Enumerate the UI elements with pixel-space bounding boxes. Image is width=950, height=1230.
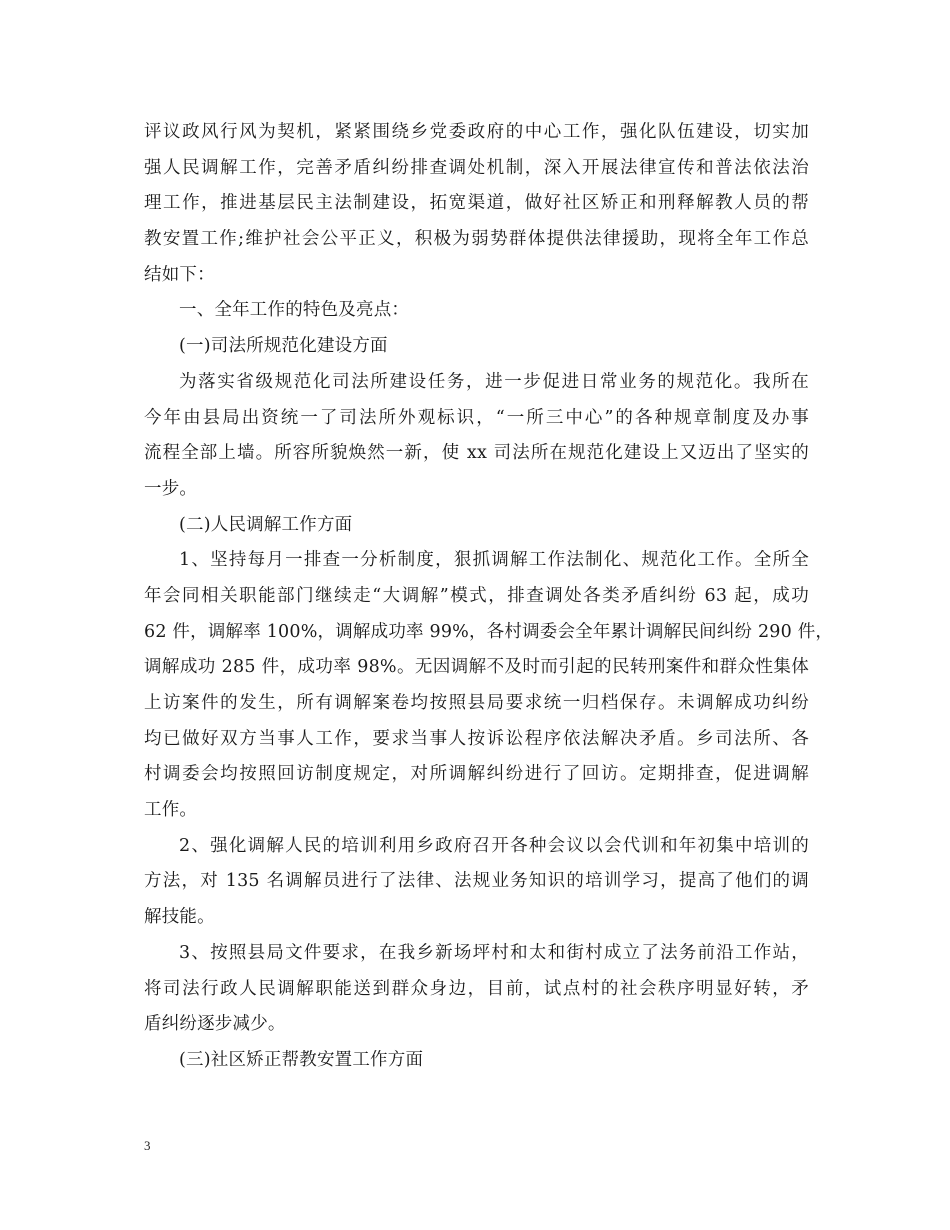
paragraph-line: 将司法行政人民调解职能送到群众身边，目前，试点村的社会秩序明显好转，矛 — [144, 978, 809, 999]
paragraph-line: 一步。 — [144, 478, 198, 499]
paragraph-line: 2、强化调解人民的培训利用乡政府召开各种会议以会代训和年初集中培训的 — [179, 835, 809, 856]
paragraph-line: 流程全部上墙。所容所貌焕然一新，使 xx 司法所在规范化建设上又迈出了坚实的 — [144, 443, 809, 464]
paragraph-line: 上访案件的发生，所有调解案卷均按照县局要求统一归档保存。未调解成功纠纷 — [144, 693, 809, 713]
page-number: 3 — [144, 1138, 151, 1153]
paragraph-line: 调解成功 285 件，成功率 98%。无因调解不及时而引起的民转刑案件和群众性集体 — [144, 657, 809, 678]
paragraph-line: 工作。 — [144, 800, 198, 821]
section-heading: (三)社区矫正帮教安置工作方面 — [179, 1049, 424, 1070]
paragraph-line: 解技能。 — [144, 907, 215, 928]
section-heading: (一)司法所规范化建设方面 — [179, 336, 388, 357]
paragraph-line: 62 件，调解率 100%，调解成功率 99%，各村调委会全年累计调解民间纠纷 290 件， — [144, 621, 834, 642]
paragraph-line: 均已做好双方当事人工作，要求当事人按诉讼程序依法解决矛盾。乡司法所、各 — [144, 728, 809, 749]
section-heading: (二)人民调解工作方面 — [179, 514, 353, 535]
document-body — [144, 115, 834, 1079]
paragraph-line: 教安置工作;维护社会公平正义，积极为弱势群体提供法律援助，现将全年工作总 — [144, 229, 809, 250]
paragraph-line: 强人民调解工作，完善矛盾纠纷排查调处机制，深入开展法律宣传和普法依法治 — [144, 157, 809, 178]
section-heading: 一、全年工作的特色及亮点： — [179, 300, 410, 321]
paragraph-line: 村调委会均按照回访制度规定，对所调解纠纷进行了回访。定期排查，促进调解 — [144, 764, 809, 785]
paragraph-line: 盾纠纷逐步减少。 — [144, 1014, 286, 1035]
paragraph-line: 为落实省级规范化司法所建设任务，进一步促进日常业务的规范化。我所在 — [179, 371, 809, 392]
paragraph-line: 理工作，推进基层民主法制建设，拓宽渠道，做好社区矫正和刑释解教人员的帮 — [144, 193, 809, 214]
paragraph-line: 今年由县局出资统一了司法所外观标识，“一所三中心”的各种规章制度及办事 — [144, 407, 809, 428]
paragraph-line: 年会同相关职能部门继续走“大调解”模式，排查调处各类矛盾纠纷 63 起，成功 — [144, 585, 809, 606]
paragraph-line: 3、按照县局文件要求，在我乡新场坪村和太和街村成立了法务前沿工作站， — [179, 942, 809, 963]
paragraph-line: 结如下： — [144, 264, 215, 285]
paragraph-line: 方法，对 135 名调解员进行了法律、法规业务知识的培训学习，提高了他们的调 — [144, 871, 809, 892]
paragraph-line: 评议政风行风为契机，紧紧围绕乡党委政府的中心工作，强化队伍建设，切实加 — [144, 122, 809, 142]
paragraph-line: 1、坚持每月一排查一分析制度，狠抓调解工作法制化、规范化工作。全所全 — [179, 550, 809, 571]
